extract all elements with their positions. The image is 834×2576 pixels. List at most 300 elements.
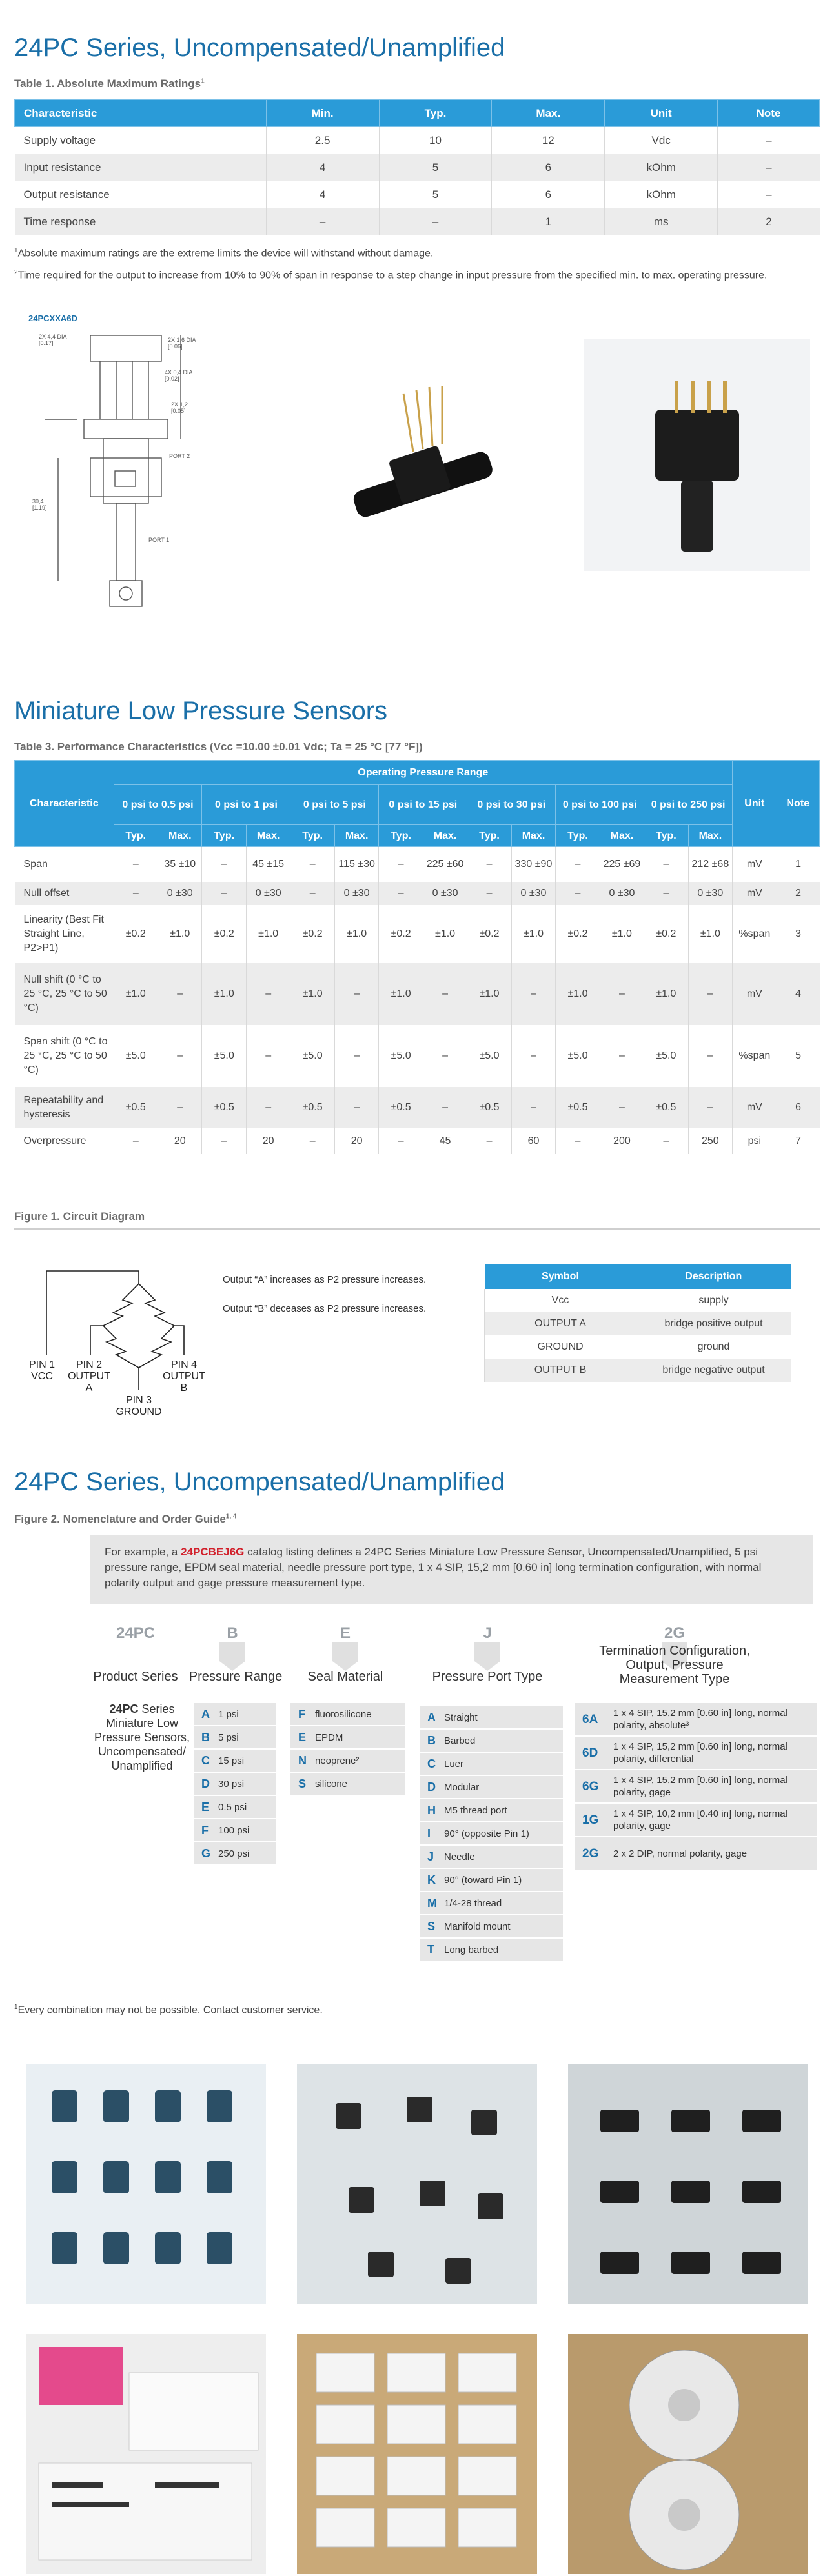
symbol-cell: GROUND [485, 1335, 636, 1359]
table-row [15, 847, 820, 882]
range-option-code: B [201, 1730, 210, 1744]
t1-cell: – [718, 181, 820, 208]
t3-unit: %span [733, 905, 777, 963]
port-1-label: PORT 1 [148, 537, 170, 543]
t1-cell: 6 [492, 181, 605, 208]
table1-note-1: $^1$Absolute maximum ratings are the extreme limits the device will withstand without damage. [14, 247, 434, 259]
t3-cell: – [114, 882, 158, 905]
t1-cell: 10 [379, 127, 492, 154]
t3-cell: 225 ±69 [600, 847, 644, 882]
t3-cell: – [688, 1087, 732, 1128]
t3-cell: ±0.2 [202, 905, 246, 963]
t3-cell: ±5.0 [556, 1025, 600, 1087]
t3-cell: – [158, 1025, 202, 1087]
t3-range-header: 0 psi to 5 psi [290, 785, 379, 825]
t3-cell: ±1.0 [556, 963, 600, 1025]
pin1-label: PIN 1 [28, 1359, 56, 1370]
t3-range-header: 0 psi to 15 psi [379, 785, 467, 825]
svg-text:[0.02]: [0.02] [165, 375, 179, 382]
list-item [420, 1706, 563, 1730]
t3-unit: mV [733, 963, 777, 1025]
product-series-label: Product Series [93, 1670, 178, 1684]
drawing-label: 24PCXXA6D [28, 314, 77, 323]
t3-row-name: Null offset [15, 882, 114, 905]
example-code: 24PCBEJ6G [181, 1546, 245, 1558]
table-row [15, 181, 820, 208]
t1-header-2: Typ. [379, 100, 492, 127]
t3-cell: – [202, 1128, 246, 1154]
pressure-port-label: Pressure Port Type [432, 1670, 543, 1684]
symbol-cell: Vcc [485, 1289, 636, 1312]
t3-cell: – [556, 882, 600, 905]
pin2-name: OUTPUT [68, 1371, 110, 1382]
table-row [15, 963, 820, 1025]
term-option-code: 6G [582, 1779, 599, 1793]
performance-characteristics-table [14, 760, 820, 1154]
t3-cell: ±5.0 [290, 1025, 334, 1087]
figure2-caption: Figure 2. Nomenclature and Order Guide$^{1, 4}$ [14, 1513, 237, 1525]
port-option-code: J [427, 1850, 434, 1863]
t3-max-header: Max. [423, 825, 467, 847]
svg-text:4X 0,4 DIA: 4X 0,4 DIA [165, 369, 193, 375]
t1-cell: 5 [379, 154, 492, 181]
order-example: For example, a 24PCBEJ6G catalog listing defines a 24PC Series Miniature Low Pressure Sensor, Uncompensated/Unamplified, 5 psi pressure range, EPDM seal material, needle pressure port type, 1 x 4 SIP, 15,2 mm [0.60 in] long termination configuration, with normal polarity output and gage pressure measurement type. [90, 1535, 813, 1604]
t3-note-header: Note [777, 761, 819, 847]
list-item [420, 1730, 563, 1753]
t3-cell: – [600, 1025, 644, 1087]
term-option-code: 1G [582, 1813, 599, 1827]
svg-text:2X 1,6 DIA: 2X 1,6 DIA [168, 337, 196, 343]
t1-cell: – [718, 127, 820, 154]
table-row [15, 127, 820, 154]
t1-cell: 4 [266, 154, 379, 181]
t3-characteristic-header: Characteristic [15, 761, 114, 847]
t3-cell: 20 [334, 1128, 378, 1154]
t3-cell: ±5.0 [644, 1025, 688, 1087]
t3-cell: ±1.0 [158, 905, 202, 963]
t3-cell: ±0.5 [290, 1087, 334, 1128]
t3-cell: ±0.5 [644, 1087, 688, 1128]
t3-row-name: Span [23, 858, 48, 870]
t1-cell: 1 [492, 208, 605, 235]
t3-cell: – [246, 1087, 290, 1128]
list-item [194, 1703, 276, 1726]
port-option-code: K [427, 1873, 436, 1886]
pin1-name: VCC [31, 1371, 53, 1382]
t3-unit: mV [733, 1087, 777, 1128]
t3-unit: mV [733, 882, 777, 905]
t1-cell: – [379, 208, 492, 235]
t3-cell: – [334, 1025, 378, 1087]
t3-cell: 200 [600, 1128, 644, 1154]
t3-cell: – [334, 1087, 378, 1128]
t3-cell: 0 ±30 [511, 882, 555, 905]
seal-option-text: EPDM [315, 1732, 343, 1743]
t3-cell: ±0.5 [467, 1087, 511, 1128]
list-item [420, 1869, 563, 1892]
list-item [420, 1822, 563, 1846]
pin4-name: OUTPUT [163, 1371, 205, 1382]
description-cell: bridge positive output [636, 1312, 791, 1335]
description-header: Description [636, 1264, 791, 1289]
gallery-photo-6 [568, 2334, 808, 2574]
description-cell: supply [636, 1289, 791, 1312]
t1-cell: 6 [492, 154, 605, 181]
t3-cell: ±0.2 [379, 905, 423, 963]
t3-cell: – [379, 847, 423, 882]
t1-cell: Time response [15, 208, 267, 235]
t3-cell: ±5.0 [379, 1025, 423, 1087]
t3-unit: psi [733, 1128, 777, 1154]
t3-range-header: 0 psi to 0.5 psi [114, 785, 202, 825]
t3-cell: 20 [158, 1128, 202, 1154]
t3-cell: 0 ±30 [246, 882, 290, 905]
t3-cell: – [511, 1025, 555, 1087]
range-option-text: 1 psi [218, 1708, 239, 1720]
t3-cell: 0 ±30 [688, 882, 732, 905]
port-option-code: H [427, 1803, 436, 1817]
term-option-code: 2G [582, 1846, 599, 1861]
t3-cell: ±0.2 [290, 905, 334, 963]
t3-cell: – [379, 1128, 423, 1154]
list-item [290, 1726, 405, 1750]
symbol-header: Symbol [485, 1264, 636, 1289]
list-item [194, 1842, 276, 1866]
t3-cell: – [246, 1025, 290, 1087]
t3-cell: 330 ±90 [511, 847, 555, 882]
t3-unit: %span [733, 1025, 777, 1087]
description-cell: bridge negative output [636, 1359, 791, 1382]
t1-header-4: Unit [605, 100, 718, 127]
t3-cell: ±1.0 [688, 905, 732, 963]
t3-cell: ±1.0 [246, 905, 290, 963]
range-option-text: 5 psi [218, 1732, 239, 1743]
description-cell: ground [636, 1335, 791, 1359]
t3-max-header: Max. [688, 825, 732, 847]
t3-note: 3 [777, 905, 819, 963]
t3-cell: ±5.0 [202, 1025, 246, 1087]
t3-max-header: Max. [246, 825, 290, 847]
t3-cell: 60 [511, 1128, 555, 1154]
list-item [194, 1796, 276, 1819]
figure2-footnote: $^1$Every combination may not be possible. Contact customer service. [14, 2004, 323, 2016]
port-option-text: Manifold mount [444, 1921, 511, 1932]
table-row [15, 905, 820, 963]
list-item [575, 1804, 817, 1837]
list-item [575, 1737, 817, 1770]
t3-cell: ±1.0 [511, 905, 555, 963]
t3-cell: ±0.5 [379, 1087, 423, 1128]
t3-cell: ±0.2 [556, 905, 600, 963]
t3-cell: – [511, 963, 555, 1025]
termination-label: Termination Configuration, Output, Pressure Measurement Type [599, 1644, 750, 1686]
term-option-text: 1 x 4 SIP, 15,2 mm [0.60 in] long, normal polarity, differential [613, 1741, 788, 1764]
t3-cell: ±5.0 [467, 1025, 511, 1087]
t3-cell: 45 [423, 1128, 467, 1154]
seal-option-text: neoprene² [315, 1755, 360, 1766]
t3-typ-header: Typ. [290, 825, 334, 847]
t3-group-header: Operating Pressure Range [114, 761, 733, 785]
t3-row-name: Overpressure [23, 1135, 86, 1146]
list-item [420, 1753, 563, 1776]
list-item [575, 1703, 817, 1737]
t3-cell: ±1.0 [423, 905, 467, 963]
t3-cell: 212 ±68 [688, 847, 732, 882]
t3-cell: 0 ±30 [423, 882, 467, 905]
t3-cell: – [158, 963, 202, 1025]
t3-note: 7 [777, 1128, 819, 1154]
t3-note: 5 [777, 1025, 819, 1087]
seal-material-label: Seal Material [307, 1670, 383, 1684]
t3-row-name: Repeatability and hysteresis [15, 1087, 114, 1128]
table-row [15, 1128, 820, 1154]
t3-cell: – [334, 963, 378, 1025]
port-option-code: M [427, 1896, 437, 1910]
t3-head-row-1 [15, 761, 820, 785]
port-option-text: Straight [444, 1712, 478, 1723]
t3-typ-header: Typ. [114, 825, 158, 847]
t1-cell: 2.5 [266, 127, 379, 154]
t3-range-header: 0 psi to 250 psi [644, 785, 733, 825]
mechanical-drawing [19, 310, 226, 645]
t3-cell: – [290, 882, 334, 905]
term-option-code: 6A [582, 1712, 598, 1726]
list-item [194, 1750, 276, 1773]
t3-cell: – [246, 963, 290, 1025]
t3-cell: – [556, 1128, 600, 1154]
t3-cell: 35 ±10 [158, 847, 202, 882]
range-option-text: 15 psi [218, 1755, 245, 1766]
t3-cell: – [644, 882, 688, 905]
t3-range-header: 0 psi to 1 psi [202, 785, 290, 825]
t3-cell: – [423, 963, 467, 1025]
t3-cell: ±1.0 [467, 963, 511, 1025]
svg-text:[0.06]: [0.06] [168, 343, 183, 350]
t3-typ-header: Typ. [556, 825, 600, 847]
t3-typ-header: Typ. [467, 825, 511, 847]
t1-header-0: Characteristic [15, 100, 267, 127]
gallery-photo-3 [568, 2064, 808, 2304]
table1-note-2: $^2$Time required for the output to increase from 10% to 90% of span in response to a step change in input pressure from the specified min. to max. operating pressure. [14, 269, 768, 281]
pin4-label: PIN 4 [170, 1359, 198, 1370]
section3-title: 24PC Series, Uncompensated/Unamplified [14, 1468, 505, 1496]
termination-options [575, 1703, 817, 1871]
range-option-text: 250 psi [218, 1848, 250, 1859]
t3-cell: ±0.2 [644, 905, 688, 963]
t1-header-3: Max. [492, 100, 605, 127]
table-row [485, 1289, 791, 1312]
term-option-text: 1 x 4 SIP, 15,2 mm [0.60 in] long, normal polarity, absolute³ [613, 1708, 788, 1731]
t3-cell: 0 ±30 [334, 882, 378, 905]
list-item [420, 1915, 563, 1939]
t3-cell: – [423, 1025, 467, 1087]
range-option-code: D [201, 1777, 210, 1790]
t3-cell: – [158, 1087, 202, 1128]
t3-max-header: Max. [600, 825, 644, 847]
t3-cell: ±1.0 [114, 963, 158, 1025]
seal-option-text: silicone [315, 1778, 348, 1790]
t3-typ-header: Typ. [379, 825, 423, 847]
t3-cell: 45 ±15 [246, 847, 290, 882]
figure1-caption: Figure 1. Circuit Diagram [14, 1210, 145, 1223]
term-option-text: 1 x 4 SIP, 15,2 mm [0.60 in] long, normal polarity, gage [613, 1775, 788, 1798]
seal-option-text: fluorosilicone [315, 1708, 372, 1720]
t3-cell: – [290, 1128, 334, 1154]
t3-cell: ±1.0 [600, 905, 644, 963]
t3-note: 4 [777, 963, 819, 1025]
t3-cell: ±1.0 [334, 905, 378, 963]
absolute-max-ratings-table [14, 99, 820, 235]
port-option-text: 90° (opposite Pin 1) [444, 1828, 529, 1839]
range-code: B [227, 1624, 238, 1642]
svg-text:[0.05]: [0.05] [171, 408, 186, 414]
symbol-cell: OUTPUT B [485, 1359, 636, 1382]
t3-max-header: Max. [334, 825, 378, 847]
t3-cell: 250 [688, 1128, 732, 1154]
t3-cell: 225 ±60 [423, 847, 467, 882]
t1-cell: kOhm [605, 181, 718, 208]
t3-cell: ±1.0 [202, 963, 246, 1025]
t3-row-name: Linearity (Best Fit Straight Line, P2>P1) [23, 914, 104, 954]
t3-cell: – [202, 882, 246, 905]
t3-note: 2 [777, 882, 819, 905]
t3-cell: ±0.2 [467, 905, 511, 963]
t3-cell: ±1.0 [290, 963, 334, 1025]
table1-caption: Table 1. Absolute Maximum Ratings$^1$ [14, 77, 205, 90]
list-item [420, 1939, 563, 1962]
section1-title: 24PC Series, Uncompensated/Unamplified [14, 34, 505, 62]
port-option-code: D [427, 1780, 436, 1793]
t1-cell: kOhm [605, 154, 718, 181]
t1-cell: ms [605, 208, 718, 235]
port-code: J [483, 1624, 492, 1642]
pressure-range-label: Pressure Range [188, 1670, 283, 1684]
table-row [15, 154, 820, 181]
pin-symbol-table [484, 1264, 791, 1382]
section2-title: Miniature Low Pressure Sensors [14, 697, 388, 725]
range-option-code: C [201, 1753, 210, 1767]
svg-text:[0.17]: [0.17] [39, 340, 54, 346]
pin4-name-2: B [180, 1383, 188, 1393]
port-option-text: M5 thread port [444, 1804, 507, 1816]
t3-range-header: 0 psi to 30 psi [467, 785, 556, 825]
t3-cell: ±1.0 [644, 963, 688, 1025]
t1-cell: 5 [379, 181, 492, 208]
table-row [15, 1087, 820, 1128]
port-option-code: C [427, 1757, 436, 1770]
seal-code: E [340, 1624, 351, 1642]
t3-row-name: Null shift (0 °C to 25 °C, 25 °C to 50 °C) [15, 963, 114, 1025]
t1-cell: – [266, 208, 379, 235]
t1-cell: Supply voltage [23, 134, 96, 146]
svg-text:2X 4,4 DIA: 2X 4,4 DIA [39, 334, 67, 340]
list-item [194, 1819, 276, 1842]
list-item [575, 1837, 817, 1871]
table-row [485, 1312, 791, 1335]
term-code: 2G [664, 1624, 685, 1642]
term-option-code: 6D [582, 1746, 598, 1760]
t3-cell: – [423, 1087, 467, 1128]
port-option-text: Luer [444, 1758, 464, 1770]
t1-cell: 12 [492, 127, 605, 154]
t3-cell: – [379, 882, 423, 905]
t3-cell: – [114, 847, 158, 882]
t3-cell: – [511, 1087, 555, 1128]
pin3-label: PIN 3 [125, 1395, 152, 1406]
pin3-name: GROUND [116, 1406, 162, 1417]
svg-text:2X 1,2: 2X 1,2 [171, 401, 188, 408]
t3-cell: – [202, 847, 246, 882]
t3-typ-header: Typ. [644, 825, 688, 847]
t1-cell: Vdc [605, 127, 718, 154]
gallery-photo-2 [297, 2064, 537, 2304]
port-option-text: 90° (toward Pin 1) [444, 1874, 522, 1886]
list-item [194, 1726, 276, 1750]
list-item [420, 1776, 563, 1799]
list-item [420, 1799, 563, 1822]
port-option-code: B [427, 1733, 436, 1747]
t3-cell: ±0.5 [114, 1087, 158, 1128]
table-row [15, 208, 820, 235]
t1-cell: Output resistance [23, 188, 110, 201]
port-option-text: 1/4-28 thread [444, 1897, 502, 1909]
t3-cell: – [114, 1128, 158, 1154]
t3-cell: – [600, 963, 644, 1025]
t3-note: 1 [777, 847, 819, 882]
table-row [15, 882, 820, 905]
range-option-code: G [201, 1846, 211, 1860]
port-2-label: PORT 2 [169, 453, 190, 459]
t1-cell: Input resistance [15, 154, 267, 181]
list-item [420, 1892, 563, 1915]
seal-option-code: E [298, 1730, 307, 1744]
t3-cell: – [556, 847, 600, 882]
t3-cell: – [644, 1128, 688, 1154]
pin2-name-2: A [85, 1383, 93, 1393]
pressure-port-options [420, 1706, 563, 1962]
t3-cell: – [467, 882, 511, 905]
pressure-range-options [194, 1703, 276, 1866]
t1-cell: – [718, 154, 820, 181]
port-option-text: Barbed [444, 1735, 476, 1746]
product-code: 24PC [116, 1624, 156, 1642]
figure1-rule [14, 1228, 820, 1230]
t3-head-row-3 [15, 825, 820, 847]
gallery-photo-5 [297, 2334, 537, 2574]
t1-header-5: Note [718, 100, 820, 127]
list-item [194, 1773, 276, 1796]
range-option-text: 100 psi [218, 1824, 250, 1836]
table-row [485, 1335, 791, 1359]
t3-cell: ±1.0 [379, 963, 423, 1025]
term-option-text: 1 x 4 SIP, 10,2 mm [0.40 in] long, normal polarity, gage [613, 1808, 788, 1832]
t3-cell: – [600, 1087, 644, 1128]
t3-cell: – [688, 1025, 732, 1087]
t3-cell: – [688, 963, 732, 1025]
t3-range-header: 0 psi to 100 psi [556, 785, 644, 825]
range-option-code: A [201, 1707, 210, 1721]
list-item [290, 1703, 405, 1726]
range-option-text: 30 psi [218, 1778, 245, 1790]
port-option-text: Long barbed [444, 1944, 499, 1955]
port-option-text: Needle [444, 1851, 475, 1862]
t3-cell: – [467, 847, 511, 882]
t3-unit: mV [733, 847, 777, 882]
seal-option-code: S [298, 1777, 307, 1790]
term-option-text: 2 x 2 DIP, normal polarity, gage [613, 1848, 748, 1859]
list-item [575, 1770, 817, 1804]
svg-text:30,4: 30,4 [32, 498, 44, 504]
